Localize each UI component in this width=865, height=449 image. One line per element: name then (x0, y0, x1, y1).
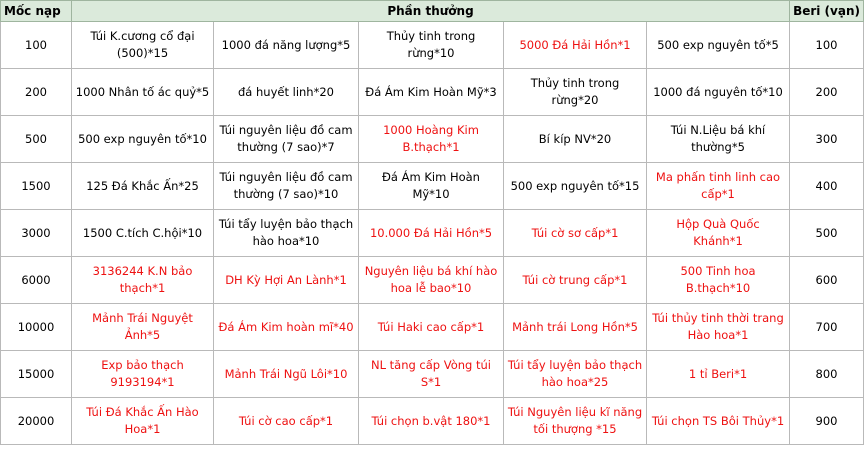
table-row (1, 398, 864, 445)
beri-cell: 300 (790, 116, 864, 163)
reward-cell: Túi nguyên liệu đồ cam thường (7 sao)*10 (214, 163, 359, 210)
reward-cell: Đá Ám Kim hoàn mĩ*40 (214, 304, 359, 351)
reward-cell: 500 exp nguyên tố*5 (647, 22, 790, 69)
reward-cell: đá huyết linh*20 (214, 69, 359, 116)
table-row (1, 351, 864, 398)
table-row (1, 210, 864, 257)
reward-cell: DH Kỳ Hợi An Lành*1 (214, 257, 359, 304)
moc-nap-cell: 15000 (1, 351, 72, 398)
table-row (1, 22, 864, 69)
reward-cell: Túi chọn b.vật 180*1 (359, 398, 504, 445)
beri-cell: 600 (790, 257, 864, 304)
moc-nap-cell: 200 (1, 69, 72, 116)
reward-cell: Bí kíp NV*20 (504, 116, 647, 163)
header-row (1, 1, 864, 22)
reward-cell: 1000 đá nguyên tố*10 (647, 69, 790, 116)
beri-cell: 700 (790, 304, 864, 351)
beri-cell: 400 (790, 163, 864, 210)
beri-cell: 500 (790, 210, 864, 257)
reward-cell: Túi cờ sơ cấp*1 (504, 210, 647, 257)
moc-nap-cell: 500 (1, 116, 72, 163)
beri-cell: 800 (790, 351, 864, 398)
table-row (1, 304, 864, 351)
reward-cell: 1000 Hoàng Kim B.thạch*1 (359, 116, 504, 163)
table-row (1, 116, 864, 163)
reward-cell: 500 exp nguyên tố*15 (504, 163, 647, 210)
reward-cell: Mảnh trái Long Hồn*5 (504, 304, 647, 351)
table-row (1, 69, 864, 116)
reward-cell: 500 exp nguyên tố*10 (72, 116, 214, 163)
reward-cell: 125 Đá Khắc Ấn*25 (72, 163, 214, 210)
reward-cell: Đá Ám Kim Hoàn Mỹ*10 (359, 163, 504, 210)
reward-cell: Thủy tinh trong rừng*10 (359, 22, 504, 69)
header-beri: Beri (vạn) (790, 1, 864, 22)
reward-cell: Túi Haki cao cấp*1 (359, 304, 504, 351)
reward-cell: Nguyên liệu bá khí hào hoa lễ bao*10 (359, 257, 504, 304)
header-phan-thuong: Phần thưởng (72, 1, 790, 22)
beri-cell: 200 (790, 69, 864, 116)
reward-cell: 1 tỉ Beri*1 (647, 351, 790, 398)
table-row (1, 163, 864, 210)
reward-cell: Thủy tinh trong rừng*20 (504, 69, 647, 116)
reward-cell: 10.000 Đá Hải Hồn*5 (359, 210, 504, 257)
reward-cell: Mảnh Trái Nguyệt Ảnh*5 (72, 304, 214, 351)
moc-nap-cell: 100 (1, 22, 72, 69)
reward-cell: Túi Nguyên liệu kĩ năng tối thượng *15 (504, 398, 647, 445)
beri-cell: 900 (790, 398, 864, 445)
reward-cell: 1000 đá năng lượng*5 (214, 22, 359, 69)
reward-cell: Đá Ám Kim Hoàn Mỹ*3 (359, 69, 504, 116)
reward-cell: 3136244 K.N bảo thạch*1 (72, 257, 214, 304)
reward-cell: 1000 Nhân tố ác quỷ*5 (72, 69, 214, 116)
moc-nap-cell: 10000 (1, 304, 72, 351)
beri-cell: 100 (790, 22, 864, 69)
reward-cell: 1500 C.tích C.hội*10 (72, 210, 214, 257)
reward-cell: Exp bảo thạch 9193194*1 (72, 351, 214, 398)
reward-cell: Túi chọn TS Bôi Thủy*1 (647, 398, 790, 445)
reward-cell: Túi Đá Khắc Ấn Hào Hoa*1 (72, 398, 214, 445)
moc-nap-cell: 1500 (1, 163, 72, 210)
reward-cell: Túi N.Liệu bá khí thường*5 (647, 116, 790, 163)
reward-cell: Túi tẩy luyện bảo thạch hào hoa*10 (214, 210, 359, 257)
table-body (1, 22, 864, 445)
reward-cell: Ma phấn tinh linh cao cấp*1 (647, 163, 790, 210)
reward-cell: Túi cờ cao cấp*1 (214, 398, 359, 445)
header-moc-nap: Mốc nạp (1, 1, 72, 22)
reward-cell: Túi thủy tinh thời trang Hào hoa*1 (647, 304, 790, 351)
moc-nap-cell: 20000 (1, 398, 72, 445)
reward-cell: Túi nguyên liệu đồ cam thường (7 sao)*7 (214, 116, 359, 163)
reward-cell: Hộp Quà Quốc Khánh*1 (647, 210, 790, 257)
reward-cell: Túi tẩy luyện bảo thạch hào hoa*25 (504, 351, 647, 398)
moc-nap-cell: 6000 (1, 257, 72, 304)
reward-cell: Túi K.cương cổ đại (500)*15 (72, 22, 214, 69)
reward-cell: NL tăng cấp Vòng túi S*1 (359, 351, 504, 398)
reward-cell: 5000 Đá Hải Hồn*1 (504, 22, 647, 69)
moc-nap-cell: 3000 (1, 210, 72, 257)
reward-cell: Túi cờ trung cấp*1 (504, 257, 647, 304)
reward-cell: Mảnh Trái Ngũ Lôi*10 (214, 351, 359, 398)
table-row (1, 257, 864, 304)
reward-cell: 500 Tinh hoa B.thạch*10 (647, 257, 790, 304)
